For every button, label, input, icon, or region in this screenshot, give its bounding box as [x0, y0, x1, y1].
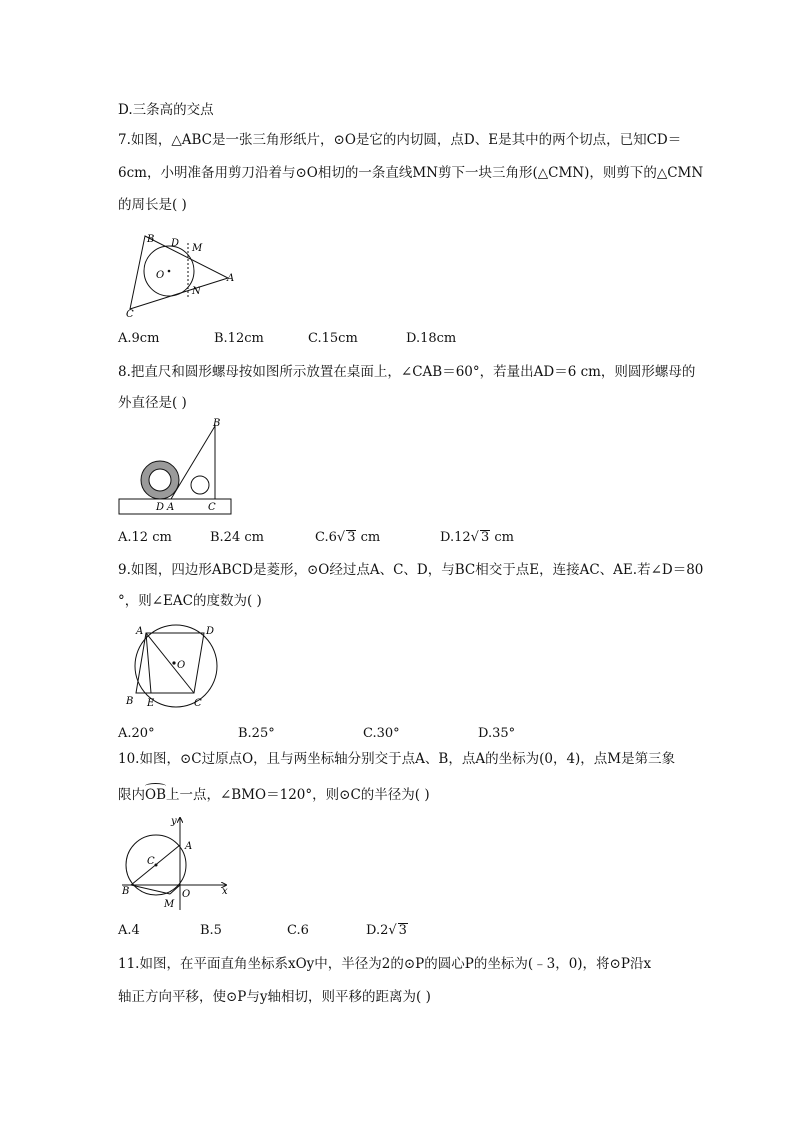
q9-option-d[interactable]: D.35° [478, 726, 516, 741]
q9-segment-ac [146, 633, 194, 693]
q9-option-a[interactable]: A.20° [118, 726, 155, 741]
q7-option-d[interactable]: D.18cm [406, 331, 457, 346]
q10-label-b: B [122, 886, 130, 897]
q7-label-o: O [156, 270, 165, 281]
q10-label-y: y [171, 816, 177, 827]
q10-line-2: 限内OB上一点，∠BMO＝120°，则⊙C的半径为( ) [118, 787, 430, 803]
q6-option-d: D.三条高的交点 [118, 102, 214, 118]
q8-label-d: D [156, 502, 165, 513]
q9-line-2: °，则∠EAC的度数为( ) [118, 593, 262, 609]
q9-segment-ae [146, 633, 151, 693]
q7-label-b: B [147, 234, 155, 245]
q8-line-1: 8.把直尺和圆形螺母按如图所示放置在桌面上，∠CAB＝60°，若量出AD＝6 cm，则圆形螺母的 [118, 364, 696, 380]
q11-line-2: 轴正方向平移，使⊙P与y轴相切，则平移的距离为( ) [118, 989, 431, 1005]
q10-option-d[interactable]: D.2√ 3 [366, 923, 407, 938]
q7-triangle-figure [118, 226, 242, 318]
q10-option-b[interactable]: B.5 [200, 923, 222, 938]
q9-option-b[interactable]: B.25° [238, 726, 275, 741]
q9-rhombus-circle-figure [118, 622, 230, 714]
q10-option-c[interactable]: C.6 [287, 923, 309, 938]
q8-nut-inner [149, 469, 171, 491]
q7-line-2: 6cm，小明准备用剪刀沿着与⊙O相切的一条直线MN剪下一块三角形(△CMN)，则剪下的△CMN [118, 165, 704, 181]
q9-label-d: D [206, 626, 215, 637]
q8-line-2: 外直径是( ) [118, 395, 187, 411]
q9-label-c: C [194, 698, 202, 709]
q7-option-c[interactable]: C.15cm [308, 331, 358, 346]
q10-label-c: C [147, 856, 155, 867]
q10-label-o: O [182, 889, 191, 900]
q10-coordinate-circle-figure [118, 814, 234, 912]
q7-label-m: M [192, 243, 203, 254]
q11-line-1: 11.如图，在平面直角坐标系xOy中，半径为2的⊙P的圆心P的坐标为(﹣3，0)，将⊙P沿x [118, 956, 652, 972]
q7-option-a[interactable]: A.9cm [118, 331, 160, 346]
q8-option-a[interactable]: A.12 cm [118, 530, 172, 545]
q7-label-n: N [192, 286, 201, 297]
q8-label-a: A [167, 502, 175, 513]
q7-line-3: 的周长是( ) [118, 197, 187, 213]
q10-option-a[interactable]: A.4 [118, 923, 140, 938]
q7-line-1: 7.如图，△ABC是一张三角形纸片，⊙O是它的内切圆，点D、E是其中的两个切点，已知CD＝ [118, 132, 682, 148]
q8-option-b[interactable]: B.24 cm [210, 530, 264, 545]
q8-label-c: C [208, 502, 216, 513]
q10-arc-ob: OB [145, 787, 166, 803]
q9-label-b: B [126, 696, 134, 707]
q7-label-a: A [227, 273, 235, 284]
q9-option-c[interactable]: C.30° [363, 726, 400, 741]
q10-segment-mo [170, 885, 180, 894]
q8-option-c[interactable]: C.6√ 3 cm [315, 530, 381, 545]
q9-circle-o [135, 625, 217, 707]
q10-segment-bm [131, 885, 170, 894]
q9-line-1: 9.如图，四边形ABCD是菱形，⊙O经过点A、C、D，与BC相交于点E，连接AC、AE.若∠D＝80 [118, 562, 704, 578]
q10-label-x: x [222, 886, 228, 897]
q8-label-b: B [213, 418, 221, 429]
q7-label-c: C [126, 309, 134, 318]
q7-label-d: D [171, 238, 180, 249]
q10-line-1: 10.如图，⊙C过原点O，且与两坐标轴分别交于点A、B，点A的坐标为(0，4)，点M是第三象 [118, 751, 676, 767]
q9-label-a: A [136, 626, 144, 637]
q8-nut-ruler-figure [118, 416, 234, 518]
q9-label-o: O [177, 660, 186, 671]
q10-label-a: A [185, 841, 193, 852]
q10-label-m: M [164, 899, 175, 910]
q7-option-b[interactable]: B.12cm [214, 331, 264, 346]
q8-option-d[interactable]: D.12√ 3 cm [440, 530, 514, 545]
q9-label-e: E [147, 698, 155, 709]
q8-set-square-hole [191, 476, 209, 494]
